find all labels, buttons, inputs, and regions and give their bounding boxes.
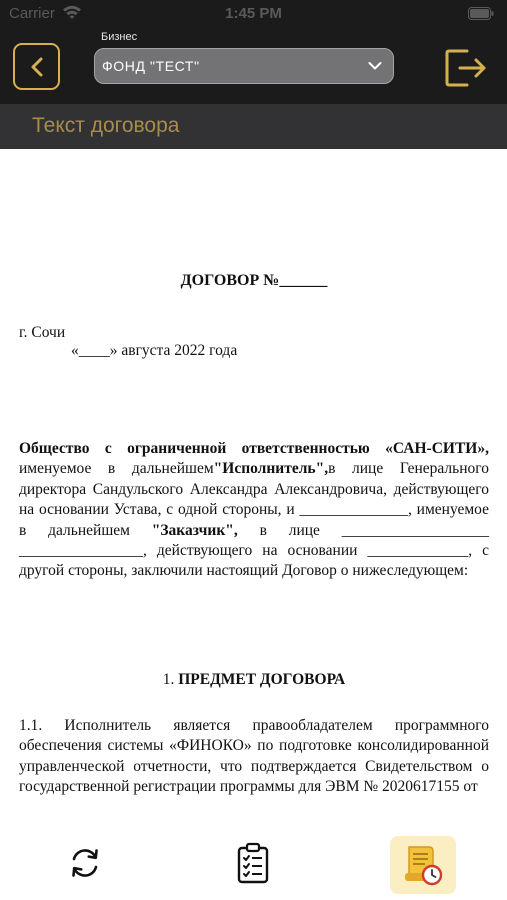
- contract-parties-paragraph: [19, 439, 489, 582]
- company-name: Общество с ограниченной ответственностью «САН-СИТИ»,: [19, 440, 489, 457]
- battery-icon: [468, 7, 494, 20]
- section-1-title: ПРЕДМЕТ ДОГОВОРА: [178, 670, 346, 688]
- clock: 1:45 PM: [225, 5, 282, 22]
- carrier-label: Carrier: [9, 5, 55, 22]
- tab-document-history[interactable]: [390, 836, 456, 894]
- section-1-heading: [19, 671, 489, 689]
- tab-contract[interactable]: [230, 840, 276, 886]
- chevron-left-icon: [29, 56, 45, 78]
- contract-clipboard-icon: [236, 842, 270, 884]
- business-select[interactable]: [94, 48, 394, 84]
- parties-text-2: в лице Генерального директора Сандульского Александра Александровича, действующего на основании Устава, с одной стороны, и ______________, именуемое в дальнейшем: [19, 460, 489, 539]
- executor-term: "Исполнитель",: [213, 460, 329, 478]
- section-1-number: 1.: [162, 670, 179, 688]
- business-select-value: ФОНД "ТЕСТ": [102, 58, 200, 74]
- tab-refresh[interactable]: [62, 840, 108, 886]
- contract-title: ДОГОВОР №______: [180, 272, 328, 289]
- business-label: Бизнес: [101, 31, 138, 43]
- customer-term: "Заказчик",: [151, 521, 238, 539]
- refresh-icon: [67, 845, 103, 881]
- status-bar: [0, 0, 507, 30]
- back-button[interactable]: [13, 43, 60, 90]
- contract-city: г. Сочи: [19, 324, 66, 341]
- contract-text-view[interactable]: [0, 149, 507, 830]
- logout-icon: [447, 51, 484, 85]
- bottom-tab-bar: [0, 830, 507, 900]
- section-header: [0, 104, 507, 149]
- chevron-down-icon: [368, 61, 382, 71]
- section-title: Текст договора: [32, 114, 180, 137]
- document-history-icon: [401, 843, 445, 887]
- logout-button[interactable]: [444, 47, 488, 89]
- parties-text-3: в лице ___________________ ________________, действующего на основании _____________, с другой стороны, заключили настоящий Договор о нижеследующем:: [19, 521, 489, 580]
- top-header: [0, 0, 507, 104]
- contract-date: «____» августа 2022 года: [71, 342, 238, 359]
- parties-text-1: именуемое в дальнейшем: [19, 460, 214, 478]
- clause-1-1: 1.1. Исполнитель является правообладателем программного обеспечения системы «ФИНОКО» по подготовке консолидированной управленческой отчетности, что подтверждается Свидетельством о государственной регистрации программы для ЭВМ № 2020617155 от: [19, 716, 489, 796]
